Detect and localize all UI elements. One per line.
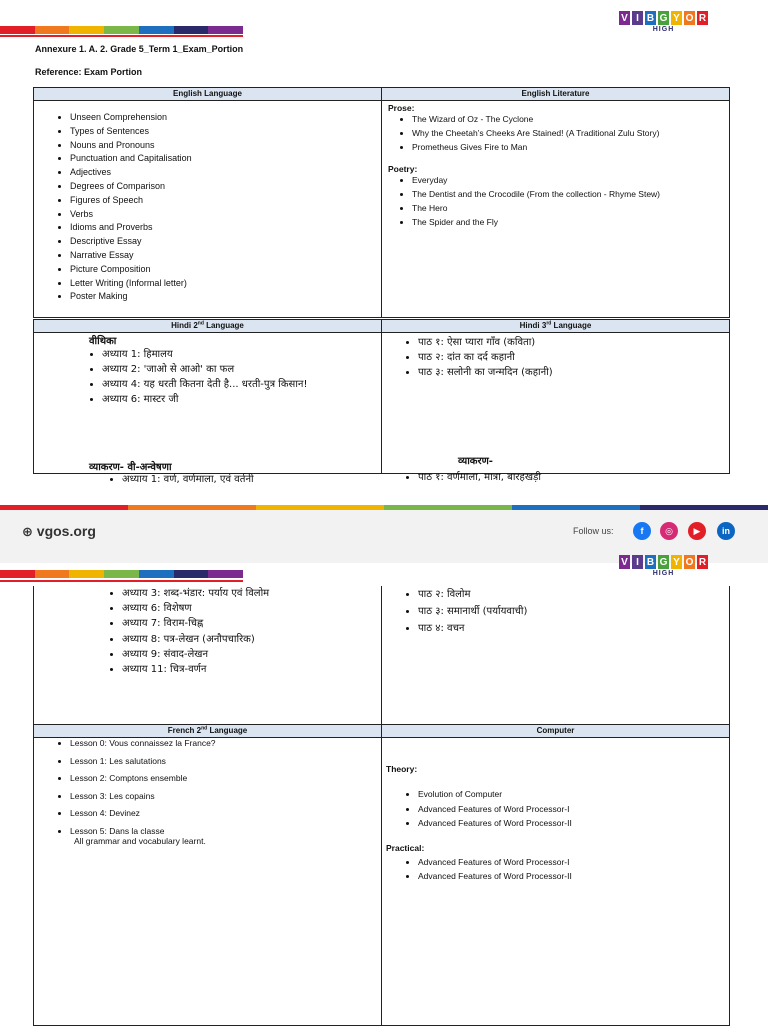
list-item: • पाठ ३: समानार्थी (पर्यायवाची) bbox=[418, 603, 729, 620]
logo-letter: R bbox=[698, 12, 707, 24]
hindi-table bbox=[33, 319, 730, 485]
red-rule bbox=[0, 35, 243, 37]
vibgyor-logo bbox=[619, 555, 708, 577]
hindi2-book-title: वीथिका bbox=[89, 336, 117, 347]
english-table bbox=[33, 87, 730, 318]
list-item: • अध्याय 9: संवाद-लेखन bbox=[122, 647, 381, 662]
list-item: • Prometheus Gives Fire to Man bbox=[412, 141, 689, 155]
hindi2-cell bbox=[34, 333, 382, 485]
logo-letter: V bbox=[619, 555, 630, 569]
logo-subtitle: HIGH bbox=[652, 26, 675, 33]
logo-letter: Y bbox=[671, 555, 682, 569]
list-item: • अध्याय 3: शब्द-भंडार: पर्याय एवं विलोम bbox=[122, 586, 381, 601]
site-link[interactable] bbox=[22, 523, 96, 540]
list-item: • पाठ ४: वचन bbox=[418, 620, 729, 637]
logo-letter: V bbox=[619, 11, 630, 25]
stripe-segment bbox=[139, 570, 174, 578]
red-rule bbox=[0, 580, 243, 582]
theory-label: Theory: bbox=[386, 764, 418, 774]
stripe-segment bbox=[0, 26, 35, 34]
french-header-sup: nd bbox=[201, 725, 208, 732]
list-item: • अध्याय 4: यह धरती कितना देती है... धरती-पुत्र किसान! bbox=[102, 377, 381, 392]
list-item: • Narrative Essay bbox=[70, 249, 381, 263]
hindi3-header bbox=[382, 320, 730, 333]
logo-letters bbox=[619, 555, 708, 569]
list-item: • Lesson 0: Vous connaissez la France? bbox=[70, 735, 381, 753]
hindi3-cell bbox=[382, 333, 730, 483]
list-item: • अध्याय 2: 'जाओ से आओ' का फल bbox=[102, 362, 381, 377]
logo-letter: O bbox=[685, 556, 694, 568]
logo-letters bbox=[619, 11, 708, 25]
hindi3-continuation-cell bbox=[382, 586, 730, 724]
hindi3-header-sup: rd bbox=[546, 320, 552, 327]
prose-label: Prose: bbox=[388, 103, 415, 113]
list-item: • Types of Sentences bbox=[70, 125, 381, 139]
hindi3-header-suffix: Language bbox=[551, 321, 592, 330]
hindi3-continuation-list bbox=[382, 586, 729, 637]
hindi3-grammar-label: व्याकरण- bbox=[458, 456, 493, 467]
color-stripe bbox=[0, 570, 243, 578]
list-item: • Letter Writing (Informal letter) bbox=[70, 277, 381, 291]
list-item: • Descriptive Essay bbox=[70, 235, 381, 249]
english-literature-cell bbox=[382, 101, 730, 318]
poetry-list bbox=[382, 174, 729, 229]
practical-list bbox=[382, 855, 729, 884]
stripe-segment bbox=[139, 26, 174, 34]
computer-header: Computer bbox=[382, 725, 730, 738]
hindi2-list bbox=[34, 347, 381, 407]
list-item: • पाठ २: दांत का दर्द कहानी bbox=[418, 350, 729, 365]
logo-letter: I bbox=[632, 11, 643, 25]
stripe-segment bbox=[104, 570, 139, 578]
list-item: • Advanced Features of Word Processor-II bbox=[418, 816, 729, 831]
list-item: • Punctuation and Capitalisation bbox=[70, 152, 381, 166]
logo-letter: G bbox=[659, 12, 668, 24]
stripe-segment bbox=[104, 26, 139, 34]
hindi2-grammar-list bbox=[34, 472, 254, 487]
youtube-icon[interactable]: ▶ bbox=[688, 522, 706, 540]
prose-list bbox=[382, 113, 729, 154]
stripe-segment bbox=[0, 570, 35, 578]
list-item: • Advanced Features of Word Processor-I bbox=[418, 855, 729, 870]
computer-cell bbox=[382, 738, 730, 1026]
list-item: • Adjectives bbox=[70, 166, 381, 180]
color-stripe bbox=[0, 26, 243, 34]
list-item: • Figures of Speech bbox=[70, 194, 381, 208]
list-item: • The Wizard of Oz - The Cyclone bbox=[412, 113, 689, 127]
list-item: • The Hero bbox=[412, 202, 669, 216]
stripe-segment bbox=[35, 26, 70, 34]
list-item: • अध्याय 11: चित्र-वर्णन bbox=[122, 662, 381, 677]
footer-color-bar bbox=[0, 505, 768, 510]
stripe-segment bbox=[69, 570, 104, 578]
list-item: • अध्याय 7: विराम-चिह्न bbox=[122, 616, 381, 631]
list-item: • पाठ १: वर्णमाला, मात्रा, बारहखड़ी bbox=[418, 470, 541, 485]
list-item: • अध्याय 1: वर्ण, वर्णमाला, एवं वर्तनी bbox=[122, 472, 254, 487]
list-item: • Lesson 4: Devinez bbox=[70, 805, 381, 823]
list-item: • Lesson 5: Dans la classe bbox=[70, 823, 381, 841]
facebook-icon[interactable]: f bbox=[633, 522, 651, 540]
logo-letter: I bbox=[632, 555, 643, 569]
logo-letter: R bbox=[698, 556, 707, 568]
list-item: • Unseen Comprehension bbox=[70, 111, 381, 125]
english-language-list bbox=[34, 101, 381, 304]
hindi2-continuation-cell bbox=[34, 586, 382, 724]
stripe-segment bbox=[174, 570, 209, 578]
french-header-text: French 2 bbox=[167, 726, 202, 735]
list-item: • The Dentist and the Crocodile (From the collection - Rhyme Stew) bbox=[412, 188, 669, 202]
stripe-segment bbox=[35, 570, 70, 578]
instagram-icon[interactable]: ◎ bbox=[660, 522, 678, 540]
list-item: • Idioms and Proverbs bbox=[70, 221, 381, 235]
stripe-segment bbox=[174, 26, 209, 34]
list-item: • अध्याय 6: मास्टर जी bbox=[102, 392, 381, 407]
english-language-cell bbox=[34, 101, 382, 318]
english-literature-header: English Literature bbox=[382, 88, 730, 101]
list-item: • The Spider and the Fly bbox=[412, 216, 669, 230]
french-header-suffix: Language bbox=[207, 726, 248, 735]
logo-letter: B bbox=[646, 12, 655, 24]
list-item: • Advanced Features of Word Processor-II bbox=[418, 869, 729, 884]
list-item: • Nouns and Pronouns bbox=[70, 139, 381, 153]
stripe-segment bbox=[208, 26, 243, 34]
stripe-segment bbox=[208, 570, 243, 578]
hindi3-grammar-list bbox=[382, 470, 541, 485]
hindi3-header-text: Hindi 3 bbox=[519, 321, 547, 330]
reference-label: Reference: Exam Portion bbox=[35, 67, 143, 77]
list-item: • Verbs bbox=[70, 208, 381, 222]
list-item: • Degrees of Comparison bbox=[70, 180, 381, 194]
follow-label: Follow us: bbox=[573, 526, 614, 536]
hindi2-grammar-label: व्याकरण- वी-अन्वेषणा bbox=[89, 462, 172, 473]
theory-list bbox=[382, 787, 729, 831]
french-computer-table bbox=[33, 724, 730, 1026]
logo-letter: G bbox=[659, 556, 668, 568]
french-list bbox=[34, 735, 381, 840]
hindi-continuation-table bbox=[33, 586, 730, 725]
list-item: • Lesson 3: Les copains bbox=[70, 788, 381, 806]
list-item: • Picture Composition bbox=[70, 263, 381, 277]
english-language-header: English Language bbox=[34, 88, 382, 101]
hindi2-header-suffix: Language bbox=[203, 321, 244, 330]
vibgyor-logo bbox=[619, 11, 708, 33]
list-item: • Advanced Features of Word Processor-I bbox=[418, 802, 729, 817]
hindi2-header-text: Hindi 2 bbox=[171, 321, 198, 330]
french-cell bbox=[34, 738, 382, 1026]
site-text: vgos.org bbox=[36, 523, 96, 539]
logo-letter: B bbox=[646, 556, 655, 568]
logo-subtitle: HIGH bbox=[652, 570, 675, 577]
stripe-segment bbox=[69, 26, 104, 34]
list-item: • Evolution of Computer bbox=[418, 787, 729, 802]
hindi2-header-sup: nd bbox=[197, 320, 204, 327]
list-item: • Everyday bbox=[412, 174, 669, 188]
list-item: • Lesson 1: Les salutations bbox=[70, 753, 381, 771]
list-item: • Lesson 2: Comptons ensemble bbox=[70, 770, 381, 788]
linkedin-icon[interactable]: in bbox=[717, 522, 735, 540]
hindi2-continuation-list bbox=[34, 586, 381, 677]
hindi2-header bbox=[34, 320, 382, 333]
french-note: All grammar and vocabulary learnt. bbox=[74, 836, 206, 846]
page-title: Annexure 1. A. 2. Grade 5_Term 1_Exam_Portion bbox=[35, 44, 244, 54]
list-item: • पाठ १: ऐसा प्यारा गाँव (कविता) bbox=[418, 335, 729, 350]
practical-label: Practical: bbox=[386, 842, 425, 853]
list-item: • अध्याय 1: हिमालय bbox=[102, 347, 381, 362]
list-item: • अध्याय 6: विशेषण bbox=[122, 601, 381, 616]
hindi3-list bbox=[382, 333, 729, 380]
logo-letter: Y bbox=[671, 11, 682, 25]
globe-icon: ⊕ bbox=[22, 524, 33, 539]
poetry-label: Poetry: bbox=[388, 164, 418, 175]
list-item: • पाठ ३: सलोनी का जन्मदिन (कहानी) bbox=[418, 365, 729, 380]
list-item: • Why the Cheetah’s Cheeks Are Stained! (A Traditional Zulu Story) bbox=[412, 127, 689, 141]
list-item: • अध्याय 8: पत्र-लेखन (अनौपचारिक) bbox=[122, 632, 381, 647]
list-item: • Poster Making bbox=[70, 290, 381, 304]
list-item: • पाठ २: विलोम bbox=[418, 586, 729, 603]
logo-letter: O bbox=[685, 12, 694, 24]
